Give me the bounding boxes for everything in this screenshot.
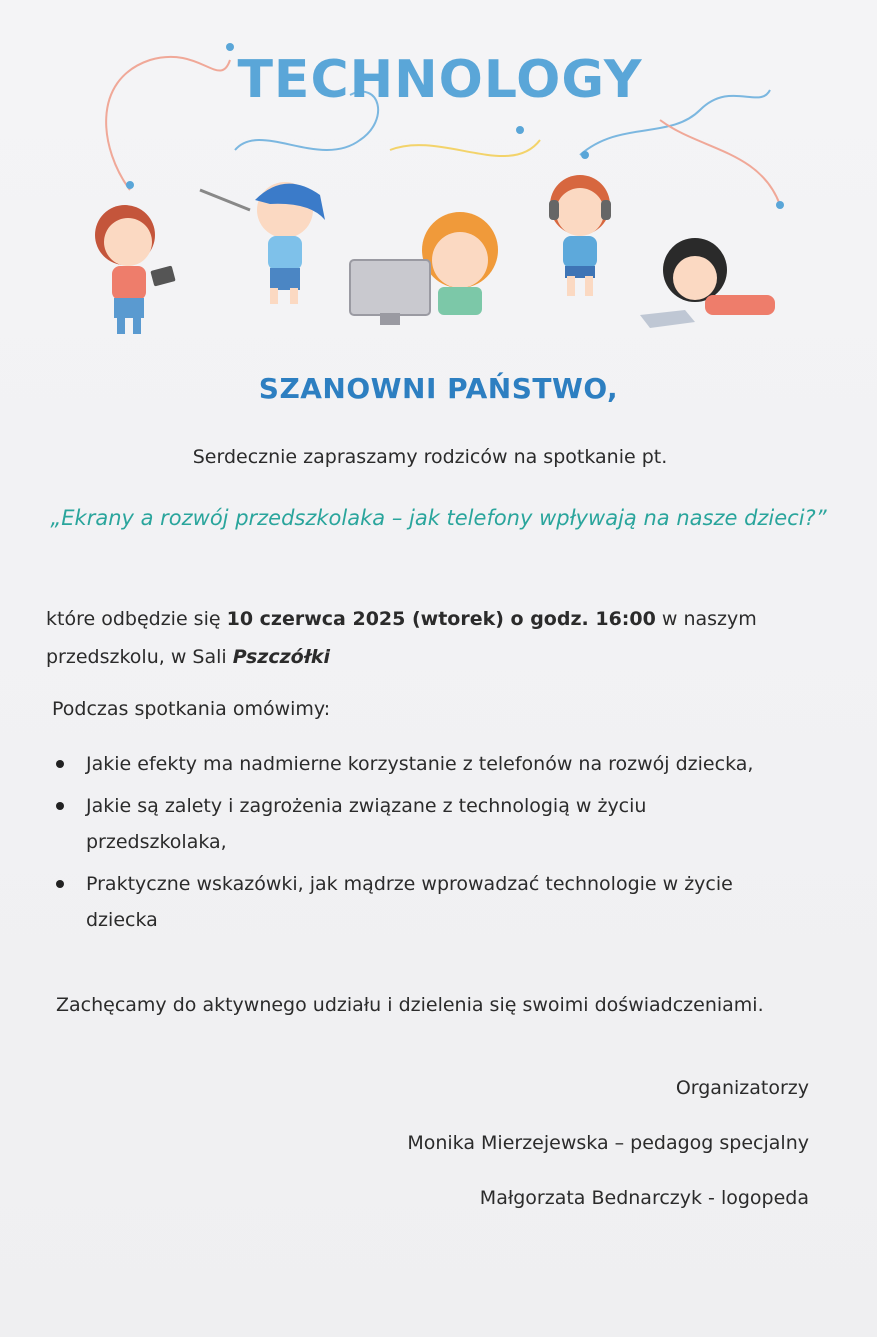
cable-dot bbox=[581, 151, 589, 159]
organizer-2: Małgorzata Bednarczyk - logopeda bbox=[479, 1187, 809, 1209]
event-prefix: które odbędzie się bbox=[46, 608, 227, 630]
cable-decoration bbox=[390, 140, 540, 156]
cable-dot bbox=[126, 181, 134, 189]
cable-dot bbox=[776, 201, 784, 209]
discussion-label: Podczas spotkania omówimy: bbox=[52, 698, 331, 720]
meeting-title-quote: „Ekrany a rozwój przedszkolaka – jak telefony wpływają na nasze dzieci?” bbox=[50, 506, 827, 530]
cable-decoration bbox=[660, 120, 780, 205]
cable-decoration bbox=[106, 57, 230, 190]
topic-list bbox=[52, 746, 782, 944]
event-date: 10 czerwca 2025 (wtorek) o godz. 16:00 bbox=[226, 608, 656, 630]
technology-logo: TECHNOLOGY bbox=[237, 50, 643, 110]
kid-with-tablet bbox=[95, 205, 176, 334]
kid-at-computer bbox=[350, 212, 498, 325]
list-item: Jakie efekty ma nadmierne korzystanie z telefonów na rozwój dziecka, bbox=[52, 746, 782, 782]
kid-with-cap bbox=[200, 182, 325, 304]
invitation-intro: Serdecznie zapraszamy rodziców na spotkanie pt. bbox=[192, 446, 668, 468]
page-heading: SZANOWNI PAŃSTWO, bbox=[258, 372, 619, 405]
cable-dot bbox=[516, 126, 524, 134]
event-details bbox=[46, 600, 816, 676]
list-item: Praktyczne wskazówki, jak mądrze wprowadzać technologie w życie dziecka bbox=[52, 866, 782, 938]
list-item: Jakie są zalety i zagrożenia związane z technologią w życiu przedszkolaka, bbox=[52, 788, 782, 860]
kid-with-headphones bbox=[549, 175, 611, 296]
bullet-icon bbox=[56, 802, 64, 810]
bullet-icon bbox=[56, 880, 64, 888]
organizer-1: Monika Mierzejewska – pedagog specjalny bbox=[407, 1132, 809, 1154]
event-middle: w naszym przedszkolu, w Sali bbox=[46, 608, 757, 668]
encouragement-text: Zachęcamy do aktywnego udziału i dzielenia się swoimi doświadczeniami. bbox=[56, 994, 764, 1016]
kid-with-book bbox=[640, 238, 775, 328]
event-room: Pszczółki bbox=[232, 646, 330, 668]
organizers-signature bbox=[407, 1077, 809, 1242]
organizers-label: Organizatorzy bbox=[675, 1077, 809, 1099]
bullet-icon bbox=[56, 760, 64, 768]
